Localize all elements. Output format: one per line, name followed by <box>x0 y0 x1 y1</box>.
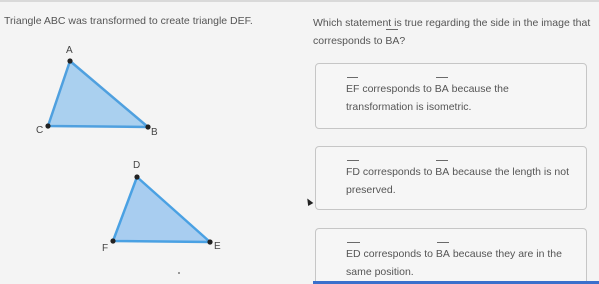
vertex-d <box>134 174 139 179</box>
answer-3-segment-b: BA <box>436 245 450 263</box>
label-c: C <box>36 125 44 136</box>
answer-1-segment-b: BA <box>435 80 449 98</box>
answer-option-2[interactable] <box>315 146 587 210</box>
answer-1-reason: because the transformation is isometric. <box>346 83 509 113</box>
problem-statement: Triangle ABC was transformed to create triangle DEF. <box>4 15 253 27</box>
answer-1-segment-a: EF <box>346 80 359 98</box>
mouse-cursor-icon <box>305 197 314 206</box>
label-b: B <box>151 127 158 138</box>
label-f: F <box>102 243 109 254</box>
question-text: Which statement is true regarding the side in the image that corresponds to <box>313 17 591 47</box>
vertex-e <box>207 239 212 244</box>
answer-2-connector: corresponds to <box>360 166 436 178</box>
vertex-f <box>110 238 115 243</box>
label-d: D <box>133 160 141 171</box>
stray-dot <box>178 272 180 274</box>
answer-3-reason: because they are in the same position. <box>346 248 562 278</box>
answer-option-1[interactable] <box>315 63 587 129</box>
answer-3-segment-a: ED <box>346 245 361 263</box>
question-mark: ? <box>399 35 406 47</box>
label-e: E <box>214 241 221 252</box>
answer-2-reason: because the length is not preserved. <box>346 166 569 196</box>
label-a: A <box>66 45 73 56</box>
answer-3-connector: corresponds to <box>360 248 436 260</box>
answer-2-segment-a: FD <box>346 163 360 181</box>
question-segment-ba: BA <box>385 32 399 50</box>
answer-1-connector: corresponds to <box>359 83 435 95</box>
answer-2-segment-b: BA <box>435 163 449 181</box>
question-prompt <box>313 14 599 50</box>
triangle-def <box>113 177 210 242</box>
answer-option-3[interactable] <box>315 228 587 284</box>
